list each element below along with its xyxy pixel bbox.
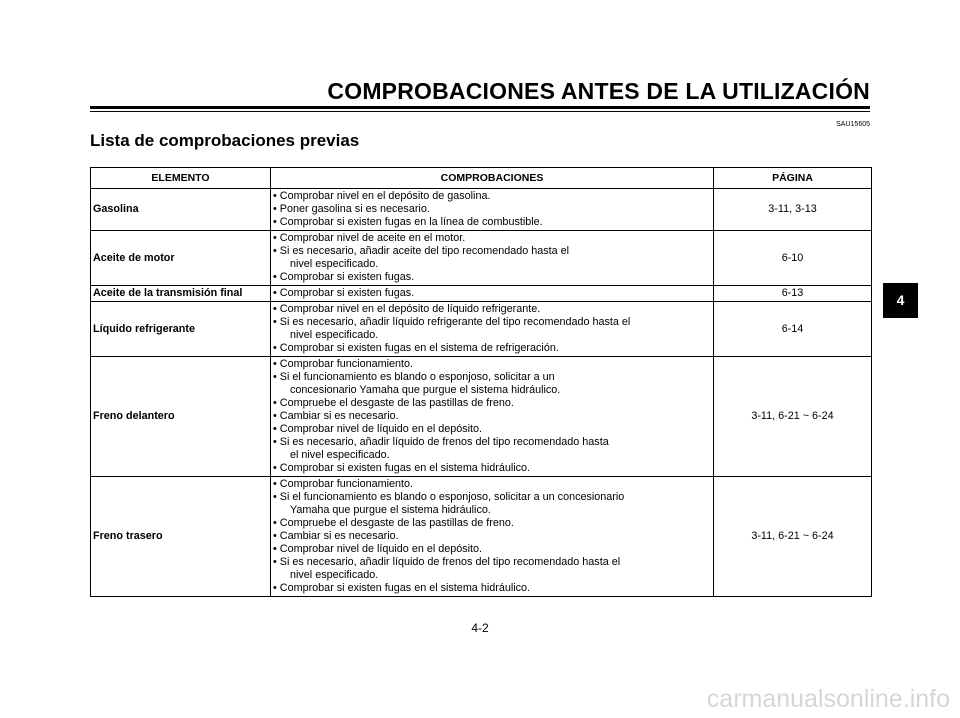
page-number: 4-2: [471, 621, 489, 635]
document-code: SAU15605: [836, 121, 870, 128]
header-rule-thick: [90, 106, 870, 109]
check-line: • Comprobar nivel de aceite en el motor.: [273, 232, 466, 244]
row-item: Líquido refrigerante: [91, 302, 271, 357]
check-line: • Comprobar funcionamiento.: [273, 358, 414, 370]
check-line: nivel especificado.: [290, 329, 379, 341]
check-line: • Comprobar si existen fugas en el sistema de refrigeración.: [273, 342, 559, 354]
row-page: 3-11, 6-21 ~ 6-24: [714, 357, 872, 477]
table-row: [91, 302, 872, 357]
check-line: Yamaha que purgue el sistema hidráulico.: [290, 504, 491, 516]
check-line: • Cambiar si es necesario.: [273, 410, 399, 422]
check-line: • Comprobar si existen fugas.: [273, 287, 415, 299]
chapter-tab: 4: [883, 283, 918, 318]
check-line: el nivel especificado.: [290, 449, 390, 461]
section-title: Lista de comprobaciones previas: [90, 131, 360, 150]
row-checks: [271, 477, 714, 597]
check-line: nivel especificado.: [290, 569, 379, 581]
checklist-table: [90, 167, 872, 597]
check-line: • Comprobar si existen fugas.: [273, 271, 415, 283]
check-line: • Cambiar si es necesario.: [273, 530, 399, 542]
row-item: Freno trasero: [91, 477, 271, 597]
row-item: Aceite de motor: [91, 231, 271, 286]
check-line: • Comprobar nivel en el depósito de líquido refrigerante.: [273, 303, 541, 315]
table-row: [91, 231, 872, 286]
check-line: • Comprobar si existen fugas en el sistema hidráulico.: [273, 462, 531, 474]
check-line: • Comprobar funcionamiento.: [273, 478, 414, 490]
column-header-page: PÁGINA: [714, 168, 872, 189]
row-checks: [271, 302, 714, 357]
check-line: • Comprobar si existen fugas en la línea de combustible.: [273, 216, 543, 228]
row-page: 3-11, 3-13: [714, 189, 872, 231]
check-line: • Si es necesario, añadir líquido refrigerante del tipo recomendado hasta el: [273, 316, 631, 328]
row-page: 6-10: [714, 231, 872, 286]
check-line: • Poner gasolina si es necesario.: [273, 203, 430, 215]
row-page: 6-14: [714, 302, 872, 357]
check-line: concesionario Yamaha que purgue el sistema hidráulico.: [290, 384, 561, 396]
check-line: • Si es necesario, añadir líquido de frenos del tipo recomendado hasta: [273, 436, 609, 448]
check-line: • Si el funcionamiento es blando o esponjoso, solicitar a un: [273, 371, 555, 383]
table-header-row: [91, 168, 872, 189]
check-line: nivel especificado.: [290, 258, 379, 270]
row-page: 3-11, 6-21 ~ 6-24: [714, 477, 872, 597]
row-item: Aceite de la transmisión final: [91, 286, 271, 302]
row-checks: [271, 189, 714, 231]
column-header-checks: COMPROBACIONES: [271, 168, 714, 189]
table-row: [91, 286, 872, 302]
table-row: [91, 357, 872, 477]
table-row: [91, 189, 872, 231]
row-checks: [271, 231, 714, 286]
check-line: • Comprobar nivel de líquido en el depósito.: [273, 543, 483, 555]
row-checks: [271, 357, 714, 477]
check-line: • Comprobar si existen fugas en el sistema hidráulico.: [273, 582, 531, 594]
check-line: • Compruebe el desgaste de las pastillas de freno.: [273, 397, 514, 409]
header-rule-thin: [90, 111, 870, 112]
check-line: • Comprobar nivel de líquido en el depósito.: [273, 423, 483, 435]
check-line: • Si el funcionamiento es blando o esponjoso, solicitar a un concesionario: [273, 491, 625, 503]
page-header-title: COMPROBACIONES ANTES DE LA UTILIZACIÓN: [327, 78, 870, 104]
row-item: Freno delantero: [91, 357, 271, 477]
row-item: Gasolina: [91, 189, 271, 231]
watermark-text: carmanualsonline.info: [706, 685, 950, 713]
row-checks: [271, 286, 714, 302]
table-row: [91, 477, 872, 597]
column-header-item: ELEMENTO: [91, 168, 271, 189]
check-line: • Si es necesario, añadir líquido de frenos del tipo recomendado hasta el: [273, 556, 621, 568]
check-line: • Si es necesario, añadir aceite del tipo recomendado hasta el: [273, 245, 570, 257]
check-line: • Compruebe el desgaste de las pastillas de freno.: [273, 517, 514, 529]
check-line: • Comprobar nivel en el depósito de gasolina.: [273, 190, 491, 202]
row-page: 6-13: [714, 286, 872, 302]
